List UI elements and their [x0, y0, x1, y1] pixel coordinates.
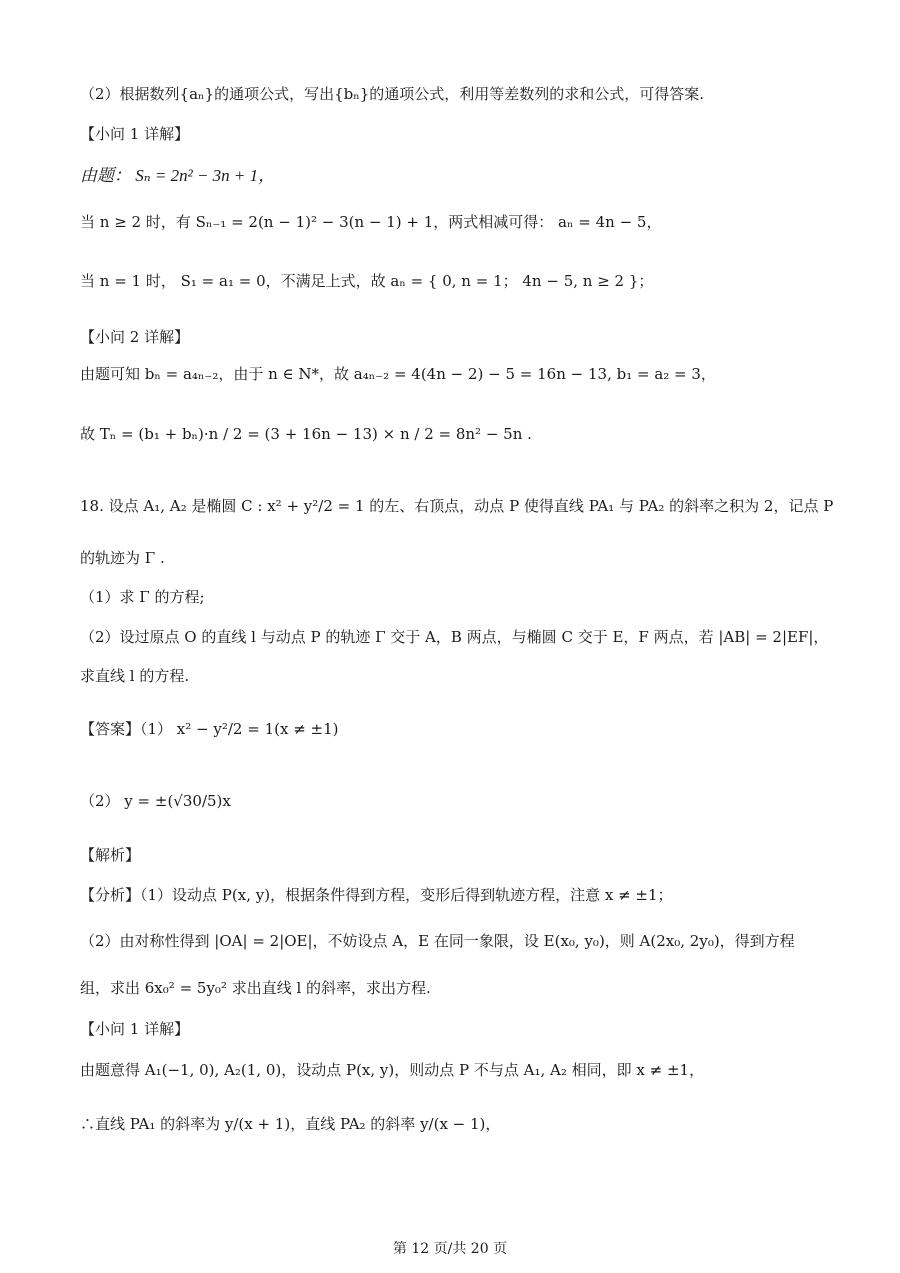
answer-part-1: 【答案】（1） x² − y²/2 = 1(x ≠ ±1)	[80, 720, 339, 738]
analysis-part-1: 【分析】（1）设动点 P(x, y)，根据条件得到方程，变形后得到轨迹方程，注意 x ≠ ±1；	[80, 886, 673, 904]
problem-18-part-1: （1）求 Γ 的方程;	[80, 588, 205, 606]
text-line-a1-a2: 由题意得 A₁(−1, 0), A₂(1, 0)，设动点 P(x, y)，则动点 P 不与点 A₁, A₂ 相同，即 x ≠ ±1，	[80, 1061, 705, 1079]
section-heading-q1-detail-2: 【小问 1 详解】	[80, 1020, 190, 1038]
problem-18-statement: 18. 设点 A₁, A₂ 是椭圆 C : x² + y²/2 = 1 的左、右顶点，动点 P 使得直线 PA₁ 与 PA₂ 的斜率之积为 2，记点 P	[80, 497, 834, 515]
answer-part-2: （2） y = ±(√30/5)x	[80, 792, 231, 810]
page-footer: 第 12 页/共 20 页	[392, 1241, 508, 1257]
analysis-part-2-cont: 组，求出 6x₀² = 5y₀² 求出直线 l 的斜率，求出方程.	[80, 979, 431, 997]
section-heading-q2-detail: 【小问 2 详解】	[80, 328, 190, 346]
text-line-bn: 由题可知 bₙ = a₄ₙ₋₂，由于 n ∈ N*，故 a₄ₙ₋₂ = 4(4n − 2) − 5 = 16n − 13, b₁ = a₂ = 3，	[80, 365, 716, 383]
problem-18-part-2-cont: 求直线 l 的方程.	[80, 667, 190, 685]
analysis-heading: 【解析】	[80, 846, 141, 864]
text-line-piecewise-an: 当 n = 1 时， S₁ = a₁ = 0，不满足上式，故 aₙ = { 0, n = 1； 4n − 5, n ≥ 2 }；	[80, 272, 654, 290]
analysis-part-2: （2）由对称性得到 |OA| = 2|OE|，不妨设点 A，E 在同一象限，设 E(x₀, y₀)，则 A(2x₀, 2y₀)，得到方程	[80, 932, 795, 950]
problem-18-part-2: （2）设过原点 O 的直线 l 与动点 P 的轨迹 Γ 交于 A，B 两点，与椭圆 C 交于 E，F 两点，若 |AB| = 2|EF|，	[80, 628, 829, 646]
equation-sn: 由题： Sₙ = 2n² − 3n + 1，	[80, 166, 276, 185]
problem-18-statement-cont: 的轨迹为 Γ .	[80, 549, 165, 567]
equation-tn: 故 Tₙ = (b₁ + bₙ)·n / 2 = (3 + 16n − 13) × n / 2 = 8n² − 5n .	[80, 425, 532, 443]
section-heading-q1-detail: 【小问 1 详解】	[80, 125, 190, 143]
text-line-n-ge-2: 当 n ≥ 2 时，有 Sₙ₋₁ = 2(n − 1)² − 3(n − 1) + 1，两式相减可得： aₙ = 4n − 5，	[80, 213, 662, 231]
text-line-1: （2）根据数列{aₙ}的通项公式，写出{bₙ}的通项公式，利用等差数列的求和公式，可得答案.	[80, 85, 705, 103]
text-line-slopes: ∴直线 PA₁ 的斜率为 y/(x + 1)，直线 PA₂ 的斜率 y/(x − 1)，	[80, 1115, 501, 1133]
